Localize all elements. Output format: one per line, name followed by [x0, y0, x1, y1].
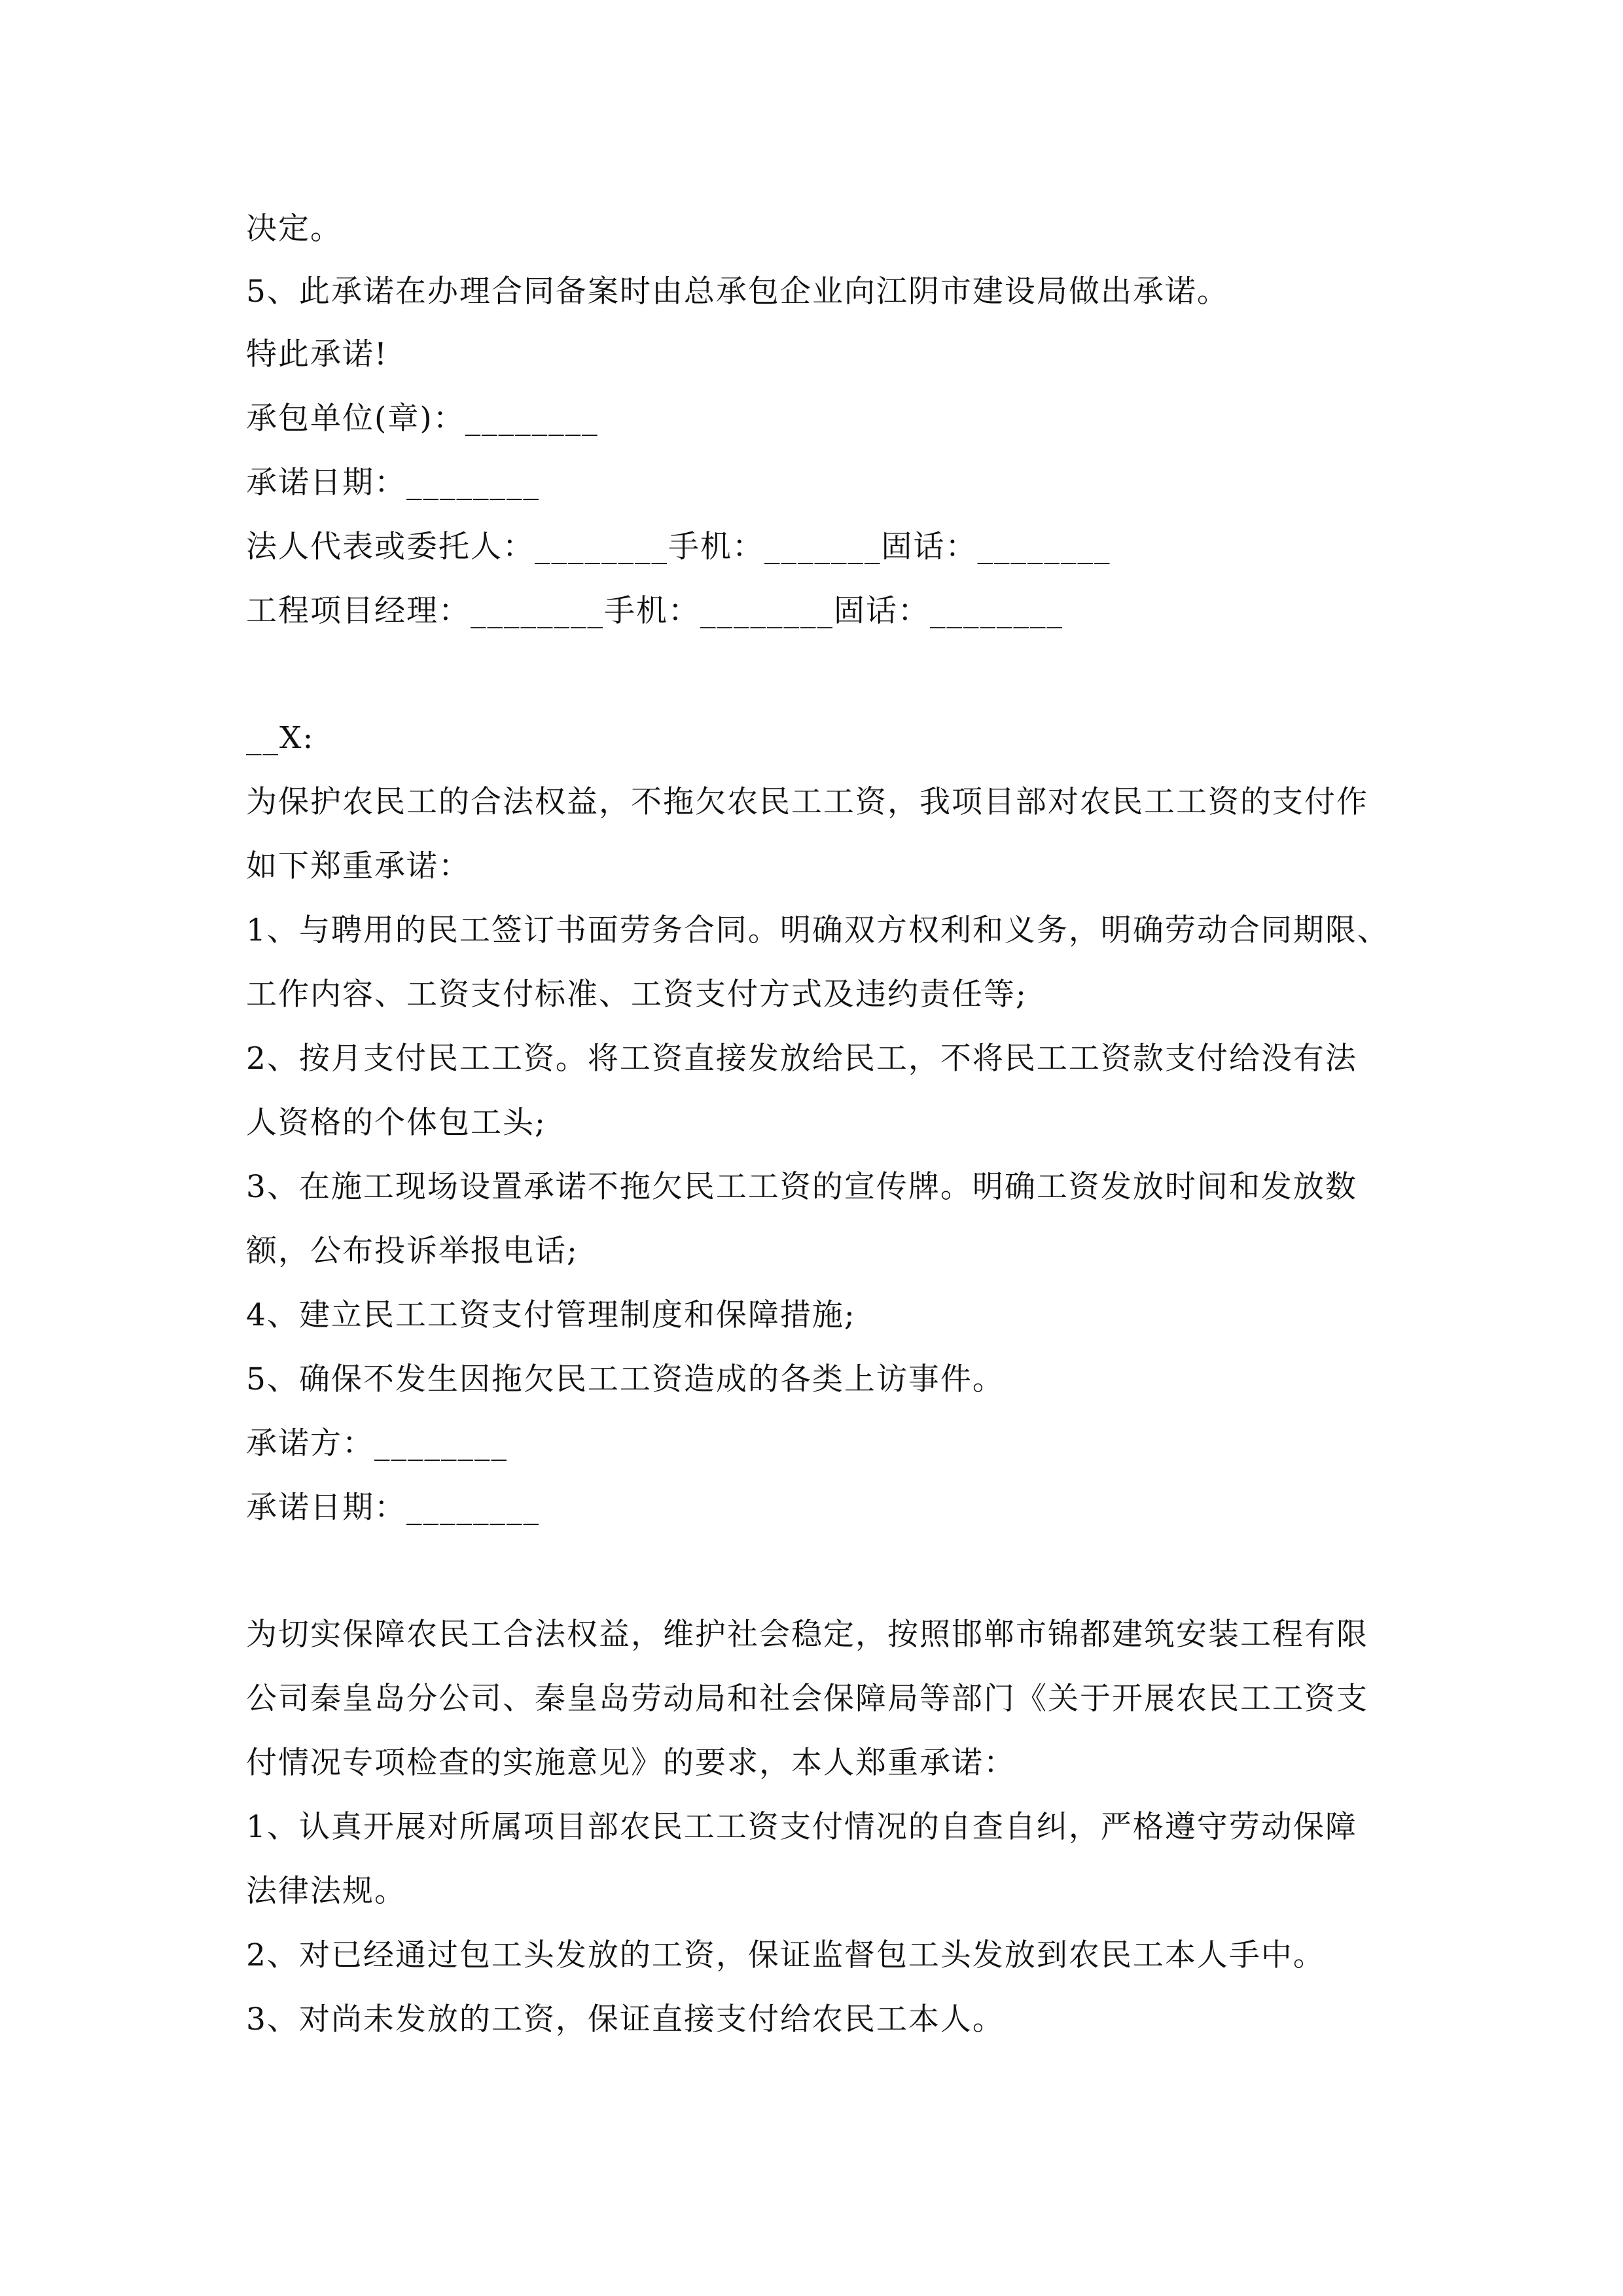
text-line: 付情况专项检查的实施意见》的要求，本人郑重承诺： — [246, 1745, 1016, 1781]
text-line: __X: — [246, 720, 315, 756]
text-line: 为保护农民工的合法权益，不拖欠农民工工资，我项目部对农民工工资的支付作 — [246, 784, 1368, 820]
text-line: 2、对已经通过包工头发放的工资，保证监督包工头发放到农民工本人手中。 — [246, 1937, 1325, 1973]
text-line: 承诺日期：________ — [246, 465, 540, 501]
text-line: 承包单位(章)：________ — [246, 401, 599, 437]
text-line: 2、按月支付民工工资。将工资直接发放给民工，不将民工工资款支付给没有法 — [246, 1041, 1357, 1077]
text-line: 4、建立民工工资支付管理制度和保障措施; — [246, 1297, 856, 1333]
text-line: 特此承诺! — [246, 336, 388, 372]
text-line: 1、认真开展对所属项目部农民工工资支付情况的自查自纠，严格遵守劳动保障 — [246, 1809, 1357, 1845]
text-line: 如下郑重承诺： — [246, 848, 471, 884]
text-line: 法律法规。 — [246, 1873, 406, 1909]
text-line: 工作内容、工资支付标准、工资支付方式及违约责任等; — [246, 977, 1027, 1013]
text-line: 法人代表或委托人：________手机：_______固话：________ — [246, 529, 1111, 565]
text-line: 5、确保不发生因拖欠民工工资造成的各类上访事件。 — [246, 1361, 1005, 1397]
text-line: 为切实保障农民工合法权益，维护社会稳定，按照邯郸市锦都建筑安装工程有限 — [246, 1617, 1368, 1653]
text-line: 3、对尚未发放的工资，保证直接支付给农民工本人。 — [246, 2001, 1005, 2037]
text-line: 额，公布投诉举报电话; — [246, 1233, 579, 1269]
text-line: 3、在施工现场设置承诺不拖欠民工工资的宣传牌。明确工资发放时间和发放数 — [246, 1169, 1357, 1205]
text-line: 1、与聘用的民工签订书面劳务合同。明确双方权利和义务，明确劳动合同期限、 — [246, 912, 1389, 948]
text-line: 工程项目经理：________手机：________固话：________ — [246, 593, 1063, 629]
text-line: 人资格的个体包工头; — [246, 1105, 546, 1141]
text-line: 公司秦皇岛分公司、秦皇岛劳动局和社会保障局等部门《关于开展农民工工资支 — [246, 1681, 1368, 1717]
text-line: 5、此承诺在办理合同备案时由总承包企业向江阴市建设局做出承诺。 — [246, 274, 1229, 310]
text-line: 决定。 — [246, 211, 342, 247]
text-line: 承诺方：________ — [246, 1426, 508, 1462]
text-line: 承诺日期：________ — [246, 1490, 540, 1526]
